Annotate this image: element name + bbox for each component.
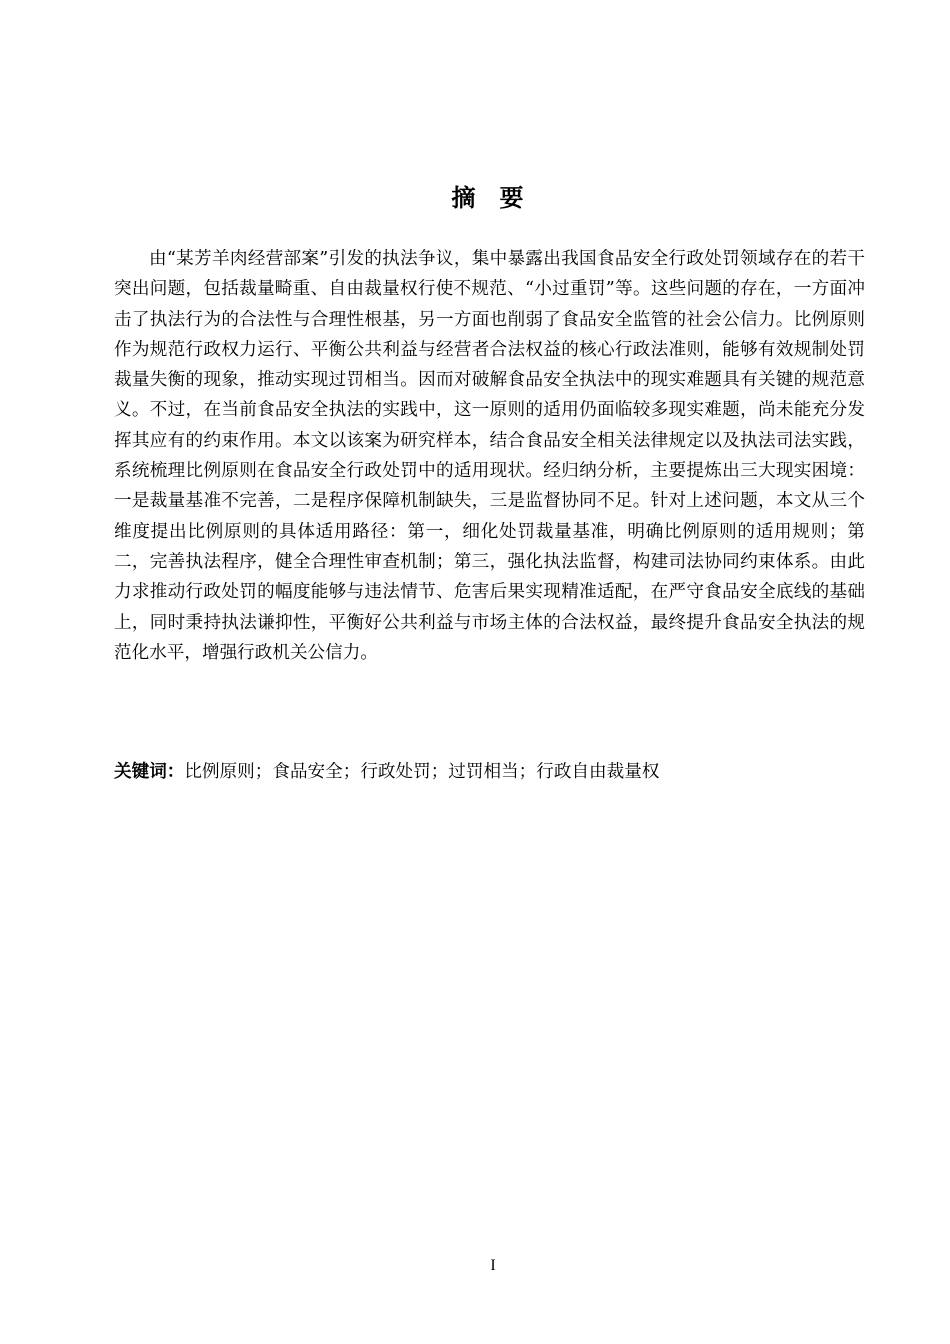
keywords-list: 比例原则；食品安全；行政处罚；过罚相当；行政自由裁量权 [184, 762, 660, 782]
page-number: I [490, 1257, 496, 1274]
abstract-body: 由“某芳羊肉经营部案”引发的执法争议，集中暴露出我国食品安全行政处罚领域存在的若干突出问题，包括裁量畸重、自由裁量权行使不规范、“小过重罚”等。这些问题的存在，一方面冲击了执法行为的合法性与合理性根基，另一方面也削弱了食品安全监管的社会公信力。比例原则作为规范行政权力运行、平衡公共利益与经营者合法权益的核心行政法准则，能够有效规制处罚裁量失衡的现象，推动实现过罚相当。因而对破解食品安全执法中的现实难题具有关键的规范意义。不过，在当前食品安全执法的实践中，这一原则的适用仍面临较多现实难题，尚未能充分发挥其应有的约束作用。本文以该案为研究样本，结合食品安全相关法律规定以及执法司法实践，系统梳理比例原则在食品安全行政处罚中的适用现状。经归纳分析，主要提炼出三大现实困境：一是裁量基准不完善，二是程序保障机制缺失，三是监督协同不足。针对上述问题，本文从三个维度提出比例原则的具体适用路径：第一，细化处罚裁量基准，明确比例原则的适用规则；第二，完善执法程序，健全合理性审查机制；第三，强化执法监督，构建司法协同约束体系。由此力求推动行政处罚的幅度能够与违法情节、危害后果实现精准适配，在严守食品安全底线的基础上，同时秉持执法谦抑性，平衡好公共利益与市场主体的合法权益，最终提升食品安全执法的规范化水平，增强行政机关公信力。 [114, 249, 865, 663]
keywords-line [114, 758, 865, 786]
abstract-title [0, 178, 950, 213]
keywords-label: 关键词： [114, 762, 185, 782]
abstract-title-second-char: 要 [499, 184, 524, 212]
abstract-title-first-char: 摘 [451, 184, 476, 212]
